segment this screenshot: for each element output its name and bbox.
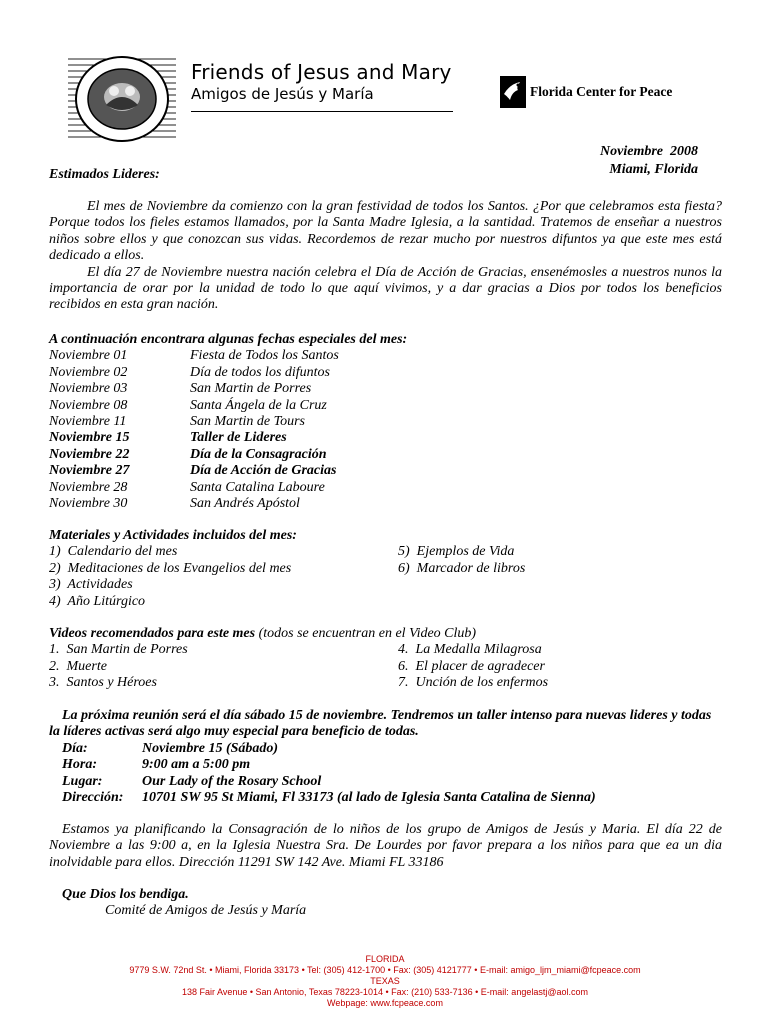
materials-right-list	[398, 544, 747, 610]
partner-name: Florida Center for Peace	[530, 84, 673, 99]
meeting-detail-row	[49, 774, 722, 790]
footer-texas-address: 138 Fair Avenue • San Antonio, Texas 78223-1014 • Fax: (210) 533-7136 • E-mail: angelastj@aol.com	[181, 987, 588, 997]
intro-text	[49, 199, 722, 314]
special-date-row	[49, 365, 407, 381]
materials-section	[49, 528, 747, 610]
special-date-row	[49, 430, 407, 446]
meeting-detail-value: 10701 SW 95 St Miami, Fl 33173 (al lado de Iglesia Santa Catalina de Sienna)	[142, 790, 596, 806]
special-date-row	[49, 463, 407, 479]
meeting-detail-row	[49, 757, 722, 773]
meeting-detail-label: Lugar:	[62, 773, 103, 789]
list-item: 5) Ejemplos de Vida	[398, 544, 515, 560]
org-title-english: Friends of Jesus and Mary	[191, 60, 452, 84]
list-item: 6) Marcador de libros	[398, 560, 526, 576]
meeting-section	[49, 708, 722, 806]
special-date: Noviembre 11	[49, 414, 127, 430]
special-date-event: Santa Catalina Laboure	[190, 479, 325, 495]
list-item: 3. Santos y Héroes	[49, 675, 157, 691]
title-underline	[191, 111, 453, 112]
special-dates-list	[49, 348, 407, 512]
special-dates-section	[49, 332, 407, 512]
special-date-event: San Andrés Apóstol	[190, 496, 300, 512]
footer-florida-heading: FLORIDA	[365, 954, 405, 964]
meeting-detail-value: Our Lady of the Rosary School	[142, 773, 322, 789]
list-item: 3) Actividades	[49, 577, 133, 593]
special-date-event: Fiesta de Todos los Santos	[190, 348, 339, 364]
meeting-detail-label: Día:	[62, 740, 88, 756]
list-item: 7. Unción de los enfermos	[398, 675, 549, 691]
special-date: Noviembre 27	[49, 463, 130, 479]
greeting: Estimados Lideres:	[49, 167, 160, 182]
meeting-detail-row	[49, 741, 722, 757]
special-date-event: Día de todos los difuntos	[190, 364, 331, 380]
videos-section	[49, 626, 747, 692]
special-date-row	[49, 496, 407, 512]
closing-signature: Comité de Amigos de Jesús y María	[105, 903, 307, 919]
special-date: Noviembre 15	[49, 430, 130, 446]
list-item: 6. El placer de agradecer	[398, 658, 545, 674]
videos-right-list	[398, 642, 747, 691]
closing	[62, 887, 306, 920]
meeting-detail-value: Noviembre 15 (Sábado)	[142, 740, 279, 756]
org-title-spanish: Amigos de Jesús y María	[191, 85, 374, 103]
location-line: Miami, Florida	[609, 162, 698, 177]
list-item: 1. San Martin de Porres	[49, 642, 188, 658]
special-date-row	[49, 480, 407, 496]
videos-title: Videos recomendados para este mes	[49, 626, 256, 641]
date-line: Noviembre 2008	[600, 144, 698, 159]
special-date-event: San Martin de Porres	[190, 381, 312, 397]
closing-blessing: Que Dios los bendiga.	[62, 887, 189, 902]
special-date-event: Santa Ángela de la Cruz	[190, 397, 327, 413]
special-date-row	[49, 447, 407, 463]
special-date: Noviembre 22	[49, 446, 130, 462]
letter-date	[600, 143, 698, 179]
list-item: 2) Meditaciones de los Evangelios del mes	[49, 560, 292, 576]
organization-seal-logo	[66, 53, 178, 149]
special-date-event: San Martin de Tours	[190, 414, 306, 430]
meeting-detail-value: 9:00 am a 5:00 pm	[142, 757, 251, 773]
special-date-event: Día de la Consagración	[190, 446, 327, 462]
dove-icon	[500, 76, 526, 108]
special-date-event: Día de Acción de Gracias	[190, 463, 337, 479]
materials-left-list	[49, 544, 398, 610]
special-date: Noviembre 08	[49, 397, 128, 413]
special-date: Noviembre 28	[49, 479, 128, 495]
meeting-announcement: La próxima reunión será el día sábado 15 de noviembre. Tendremos un taller intenso para nuevas lideres y todas la líderes activas será algo muy especial para beneficio de todas.	[49, 708, 712, 740]
meeting-detail-label: Dirección:	[62, 790, 124, 806]
list-item: 4) Año Litúrgico	[49, 593, 146, 609]
list-item: 4. La Medalla Milagrosa	[398, 642, 542, 658]
footer-florida-address: 9779 S.W. 72nd St. • Miami, Florida 33173 • Tel: (305) 412-1700 • Fax: (305) 4121777 • E-mail: amigo_ljm_miami@fcpeace.com	[129, 965, 641, 975]
meeting-detail-row	[49, 790, 722, 806]
meeting-detail-label: Hora:	[62, 757, 97, 773]
special-date: Noviembre 03	[49, 381, 128, 397]
special-date-row	[49, 381, 407, 397]
videos-subtitle: (todos se encuentran en el Video Club)	[255, 626, 477, 641]
special-date-row	[49, 414, 407, 430]
special-dates-title: A continuación encontrara algunas fechas especiales del mes:	[49, 332, 408, 347]
special-date: Noviembre 02	[49, 364, 128, 380]
footer-contact	[0, 954, 770, 1009]
special-date-event: Taller de Lideres	[190, 430, 287, 446]
special-date-row	[49, 398, 407, 414]
special-date: Noviembre 01	[49, 348, 128, 364]
materials-title: Materiales y Actividades incluidos del mes:	[49, 528, 297, 543]
list-item: 2. Muerte	[49, 658, 107, 674]
intro-paragraph-2: El día 27 de Noviembre nuestra nación celebra el Día de Acción de Gracias, ensenémosles a nuestros nunos la importancia de orar por la unidad de todo lo que aquí vivimos, y a dar gracias a Dios por todos los beneficios recibidos en esta gran nación.	[49, 264, 722, 313]
organization-title	[191, 60, 453, 112]
special-date: Noviembre 30	[49, 496, 128, 512]
consecration-paragraph: Estamos ya planificando la Consagración de lo niños de los grupo de Amigos de Jesús y Maria. El día 22 de Noviembre a las 9:00 a, en la Iglesia Nuestra Sra. De Lourdes por favor prepara a los niños para que ea un dia inolvidable para ellos. Dirección 11291 SW 142 Ave. Miami FL 33186	[49, 822, 722, 870]
special-date-row	[49, 348, 407, 364]
videos-left-list	[49, 642, 398, 691]
intro-paragraph-1: El mes de Noviembre da comienzo con la gran festividad de todos los Santos. ¿Por que celebramos esta fiesta? Porque todos los fieles estamos llamados, por la Santa Madre Iglesia, a la santidad. Tratemos de enseñar a nuestros niños sobre ellos y que conozcan sus vidas. Recordemos de rezar mucho por nuestros difuntos ya que este mes está dedicado a ellos.	[49, 199, 722, 264]
list-item: 1) Calendario del mes	[49, 544, 178, 560]
partner-logo	[500, 76, 672, 108]
footer-texas-heading: TEXAS	[370, 976, 400, 986]
footer-webpage: Webpage: www.fcpeace.com	[327, 998, 443, 1008]
